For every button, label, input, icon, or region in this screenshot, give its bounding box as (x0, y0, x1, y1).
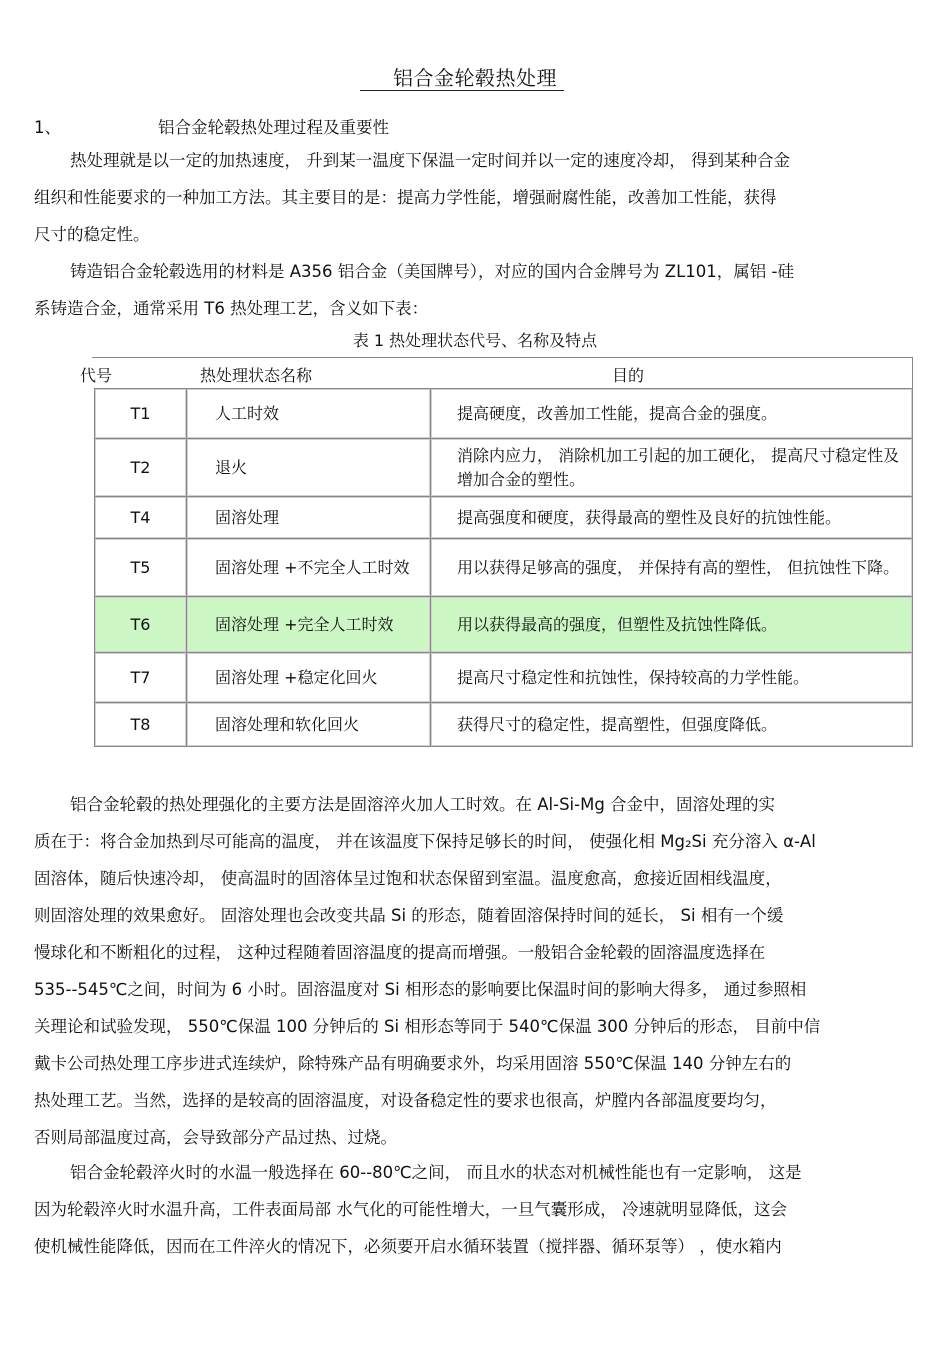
paragraph-line: 则固溶处理的效果愈好。 固溶处理也会改变共晶 Si 的形态，随着固溶保持时间的延长， Si 相有一个缓 (34, 906, 784, 925)
cell-purpose: 用以获得足够高的强度， 并保持有高的塑性， 但抗蚀性下降。 (431, 539, 913, 597)
paragraph-line: 否则局部温度过高，会导致部分产品过热、过烧。 (34, 1128, 397, 1147)
cell-purpose: 提高硬度，改善加工性能，提高合金的强度。 (431, 389, 913, 439)
paragraph-4 (34, 1154, 894, 1265)
title-underline (360, 90, 564, 91)
cell-name: 人工时效 (187, 389, 431, 439)
cell-code: T4 (95, 497, 187, 539)
section-number: 1、 (34, 118, 61, 137)
paragraph-line: 质在于：将合金加热到尽可能高的温度， 并在该温度下保持足够长的时间， 使强化相 Mg₂Si 充分溶入 α-Al (34, 832, 816, 851)
paragraph-line: 戴卡公司热处理工序步进式连续炉，除特殊产品有明确要求外，均采用固溶 550℃保温 140 分钟左右的 (34, 1054, 792, 1073)
cell-code: T1 (95, 389, 187, 439)
table-row (95, 389, 913, 439)
document-title: 铝合金轮毂热处理 (393, 66, 557, 90)
cell-code: T5 (95, 539, 187, 597)
heat-treatment-table (94, 388, 913, 747)
paragraph-line: 535--545℃之间，时间为 6 小时。固溶温度对 Si 相形态的影响要比保温时间的影响大得多， 通过参照相 (34, 980, 807, 999)
paragraph-line: 系铸造合金，通常采用 T6 热处理工艺，含义如下表： (34, 299, 429, 318)
cell-name: 固溶处理 +不完全人工时效 (187, 539, 431, 597)
paragraph-3 (34, 786, 894, 1156)
cell-purpose: 提高强度和硬度，获得最高的塑性及良好的抗蚀性能。 (431, 497, 913, 539)
cell-purpose: 消除内应力， 消除机加工引起的加工硬化， 提高尺寸稳定性及增加合金的塑性。 (431, 439, 913, 497)
table-row (95, 497, 913, 539)
paragraph-line: 热处理工艺。当然，选择的是较高的固溶温度，对设备稳定性的要求也很高，炉膛内各部温度要均匀， (34, 1091, 777, 1110)
paragraph-line: 使机械性能降低，因而在工件淬火的情况下，必须要开启水循环装置（搅拌器、循环泵等） ，使水箱内 (34, 1237, 782, 1256)
paragraph-line: 关理论和试验发现， 550℃保温 100 分钟后的 Si 相形态等同于 540℃保温 300 分钟后的形态， 目前中信 (34, 1017, 821, 1036)
cell-code: T6 (95, 597, 187, 653)
paragraph-line: 因为轮毂淬火时水温升高，工件表面局部 水气化的可能性增大，一旦气囊形成， 冷速就明显降低，这会 (34, 1200, 787, 1219)
header-code: 代号 (80, 366, 113, 385)
table-caption: 表 1 热处理状态代号、名称及特点 (352, 331, 598, 350)
table-row (95, 703, 913, 747)
paragraph-line: 铝合金轮毂淬火时的水温一般选择在 60--80℃之间， 而且水的状态对机械性能也有一定影响， 这是 (70, 1163, 802, 1182)
cell-name: 固溶处理 +稳定化回火 (187, 653, 431, 703)
cell-purpose: 提高尺寸稳定性和抗蚀性，保持较高的力学性能。 (431, 653, 913, 703)
header-name: 热处理状态名称 (200, 366, 313, 385)
paragraph-line: 固溶体，随后快速冷却， 使高温时的固溶体呈过饱和状态保留到室温。温度愈高，愈接近固相线温度， (34, 869, 782, 888)
cell-name: 固溶处理和软化回火 (187, 703, 431, 747)
paragraph-line: 铝合金轮毂的热处理强化的主要方法是固溶淬火加人工时效。在 Al-Si-Mg 合金中，固溶处理的实 (70, 795, 776, 814)
paragraph-line: 组织和性能要求的一种加工方法。其主要目的是：提高力学性能，增强耐腐性能，改善加工性能，获得 (34, 188, 777, 207)
cell-purpose: 获得尺寸的稳定性，提高塑性，但强度降低。 (431, 703, 913, 747)
cell-name: 固溶处理 +完全人工时效 (187, 597, 431, 653)
table-row (95, 539, 913, 597)
cell-code: T2 (95, 439, 187, 497)
cell-code: T7 (95, 653, 187, 703)
paragraph-line: 尺寸的稳定性。 (34, 225, 150, 244)
paragraph-1 (34, 142, 894, 253)
paragraph-line: 慢球化和不断粗化的过程， 这种过程随着固溶温度的提高而增强。一般铝合金轮毂的固溶温度选择在 (34, 943, 766, 962)
paragraph-line: 热处理就是以一定的加热速度， 升到某一温度下保温一定时间并以一定的速度冷却， 得到某种合金 (70, 151, 790, 170)
table-row (95, 653, 913, 703)
header-purpose: 目的 (612, 366, 645, 385)
paragraph-line: 铸造铝合金轮毂选用的材料是 A356 铝合金（美国牌号），对应的国内合金牌号为 ZL101，属铝 -硅 (70, 262, 794, 281)
section-heading-text: 铝合金轮毂热处理过程及重要性 (158, 118, 389, 137)
table-header (0, 360, 950, 388)
cell-name: 固溶处理 (187, 497, 431, 539)
table-row-highlighted (95, 597, 913, 653)
cell-purpose: 用以获得最高的强度，但塑性及抗蚀性降低。 (431, 597, 913, 653)
cell-code: T8 (95, 703, 187, 747)
paragraph-2 (34, 253, 894, 327)
section-heading (34, 114, 389, 138)
table-row (95, 439, 913, 497)
cell-name: 退火 (187, 439, 431, 497)
